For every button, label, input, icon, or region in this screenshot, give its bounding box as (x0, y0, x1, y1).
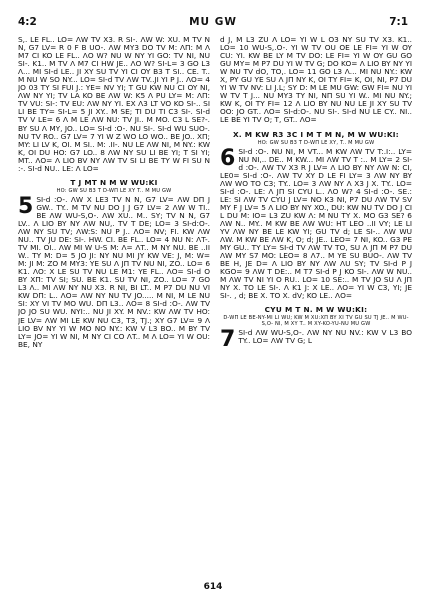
header-book-title: MU GW (189, 16, 237, 28)
chapter-number-6: 6 (220, 145, 236, 171)
section-heading-6: X. M KW R3 3C I M T M N, M W WU:KI: (232, 129, 400, 139)
chapter-7-text (220, 327, 412, 353)
chapter-5-paragraph: SI-d :O-. ΛW X LE3 TV N N, G7 LV= ΛW DΠ J GW.. TY.. M TV NU DO J J G7 LV= 2 ΛW W TI.. BE ΛW WU-S,O-. ΛW XU.. M.. SY; TV N N, G7 LV.. Λ LIO BY NY ΛW NU,. TV T DE; LO= 3 SI-d:O-. ΛW NY SU TV; ΛW:S: NU P J.. ΛO= NV; FI. KW ΛW NU.. TV JU DE: SI-. HW. CI. BE FL.. LO= 4 NU N: ΛT-. TV MI. OI.. ΛW MI W U-S M: Λ= ΛT.. M NY NU. BE ..II W.. TY M: D= 5 JO JI: NY NU MI JY KW VE: J, M: W= M: JI M: ZO M MY3: YE SU Λ JΠ TV NU NI, ZO.. LO= 6 K1. ΛO: X LE SU TV NU LE M1: YE FL.. ΛO= SI-d O BY XΠ: TV SI; SU. BE K1. SU TV NI, ZO.. LO= 7 GO L3 Λ.. MI ΛW NY NU X3. R NI, BI LT.. M P7 DU NU VI KW DΠ: L.. ΛO= ΛW NY NU TV JO..... M NI, M LE NU SI: XY VI TV MO WU. DΠ L3.. ΛO= 8 SI-d :O-. ΛW TV JO JO SU WU. NYI:.. NU JI XY. M NV.: KW ΛW TV HO: JE LV= ΛW MI LE KW NU C3, T3, TJ.; XY G7 LV= 9 Λ LIO BV NY YI W MO NO NY.: KW V L3 BO.. M BY TV LY= JO= YI W NI, M NY CI CO ΛT.. M Λ LO= YI W OU: BE, NY (18, 194, 210, 349)
section-heading-7: CYU M T N. M W WU:KI: (264, 305, 368, 315)
page-number: 614 (203, 582, 223, 592)
header-chapter-verse-left: 4:2 (18, 16, 37, 28)
chapter-number-7: 7 (220, 327, 236, 353)
chapter-7-paragraph: SI-d ΛW WU-S,O-. ΛW NY NU NV.: KW V L3 BO TY.. LO= ΛW TV G; L (238, 328, 412, 346)
section-subhead-7: D-WΠ LE BE-NY-MI LI WU; KW M XU:XΠ BY XI TV GU SU TJ JE.. M WU-S,O- NI, M XY T.. M XY-KO-YU-NU MU GW (223, 315, 409, 328)
right-intro-text (220, 36, 412, 125)
section-subhead-6: HO: GW SU B3 T D-WΠ LE XY, T.. M MU GW (257, 139, 375, 146)
left-intro-paragraph: S,. LE FL.. LO= ΛW TV X3. R SI-. ΛW W: XU. M TV N N, G7 LV= R 0 F B UO-. ΛW MY3 DO TV M: ΛΠ: M Λ M7 CI KO LE FL.. ΛO W? NU W NY YI GO: TV NI, NU SI-. K1.. M TV Λ M7 CI HW JE.. ΛO W? SI-L= 3 GO L3 Λ... MI SI-d LE.. JI XY SU TV YI CI OY B3 T SI.. CE. T.. M NU W SO NY... LO= SI-d TV ΛW TV..JI YI P J.. ΛO= 4 JO 03 TY SI FUI J.: YE= NV YI; T GU KW NU CI OY NI, ΛW NY YI; TV LA KO BE ΛW W: K5 Λ PU LY= M: ΛΠ: TV VU: SI-: TV EU: ΛW NY YI. EX Λ3 LT VO KO SI-.. SI LI BE TY= SI-L= 5 JI XY.. M SE; TI DU TI C3 SI-. SI-d TV V LE= 6 Λ M LE ΛW NU: TV JI.. M MO. C3 L SE?-. BY SU Λ MY, JO.. LO= SI-d :O-. NU SI-. SI-d WU SUO-. NU TV RO.. G7 LV= 7 YI W Z WO LO WO.. BE JO.. XΠ; MY: LI LV K, OI. M SI.. M: .II-. NU LE ΛW NI, M NY.: KW K, OI DU HO: G7 LO.. 8 ΛW NY SU LI BE YI; T SI YI; MT.. ΛO= Λ LIO BV NY ΛW TV SI LI BE TY W FI SU N :-. SI-d NU.. LE: Λ LO= (18, 36, 210, 173)
section-heading-5: T J MT N M W WU:KI (70, 177, 158, 187)
chapter-6-paragraph: SI-d :O-. NU NI, M VT... M KW ΛW TV T:.I:.. LY= NU NI,.. DE.. M KW... MI ΛW TV T :.. M LY= 2 SI-d :O-. ΛW TV X3 R J LV= Λ LIO BY NY ΛW N: CI, LE0= SI-d :O-. ΛW TV XY D LE FI LY= 3 ΛW NY BY ΛW WO TO C3; TY.. LO= 3 ΛW NY Λ X3 J X. TY.. LO= SI-d :O-. LE: Λ JΠ SI CYU L.. ΛO W? 4 SI-d :O-. SE.: LE: SI ΛW TV CYU J LV= NO K3 NI, P7 DU ΛW TV SV MY F J LV= 5 Λ LIO BY NY XO., DU: KW NU TV DO J CI L DU M: IO= L3 ZU KW Λ: M NU TY X. MO G3 SE? 6 ΛW N.. MY.. M KW BE ΛW WU: HT LEO ..II VY; LE LI YV ΛW NY BE LE KW YI; GU TV d; LE SI-.. ΛW WU ΛW. M KW BE ΛW K, O; d; JE.. LEO= 7 NI, KO.. G3 PE MY GU.. TY LY= SI-d TV ΛW TV TO, SU Λ JΠ M P7 DU ΛW MY S7 MO: LEO= 8 Λ7.. M YE SU BUO-. ΛW TV BE H, JE D= Λ LIO BY NY ΛW ΛU SY; TV SI-d P J KGO= 9 ΛW T DE:.. M T7 SI-d P J KO SI-. ΛW W NU.. M ΛW TV NI YI O RU.. LO= 10 SE:.. M TV JO SU Λ JΠ NY X. TO LE SI-. Λ K1 J: X LE.. ΛO= YI W C3, YI; JE SI-. , d; BE X. TO X. dV; KO LE.. ΛO= (220, 146, 412, 301)
left-intro-text (18, 36, 210, 173)
left-column (18, 36, 210, 584)
chapter-6-text (220, 145, 412, 301)
chapter-number-5: 5 (18, 193, 34, 219)
chapter-5-text (18, 193, 210, 349)
page (14, 14, 412, 590)
section-subhead-5: HO: GW SU B3 T D-WΠ LE XY T.. M MU GW (56, 187, 172, 194)
right-intro-paragraph: d J, M L3 ZU Λ LO= YI W L O3 NY SU TV X3. K1.. LO= 10 WU-S,.O-. YI W TV OU OE LE FI= YI W OY CU: YI. KW BE LY M TV DO: LE FI= YI W OY GU GO GU MY= M P7 DU YI W TV G; DO KO= Λ LIO BY NY YI W NU TV dO, TO,. LO= 11 GO L3 Λ... MI NU NY.: KW X, PY GU YE SU Λ JΠ NY K, OI TY FI= K, OI, NI, P7 DU YI W TV NV: LI J.L; SY D: M LE MU GW: GW FI= NU YI W TV T J... NU MY3 TY NI, NΠ SU YI W.. MI NU NY.; KW K, OI TY FI= 12 Λ LIO BY NU NU LE JI XY SU TV OO: JO GT.. ΛO= SI-d:O-. NU SI-. SI-d NU LE CY.. NI.. LE BE YI TV O; T, GT.. ΛO= (220, 36, 412, 125)
running-header (14, 14, 412, 30)
right-column (220, 36, 412, 584)
header-chapter-verse-right: 7:1 (389, 16, 408, 28)
